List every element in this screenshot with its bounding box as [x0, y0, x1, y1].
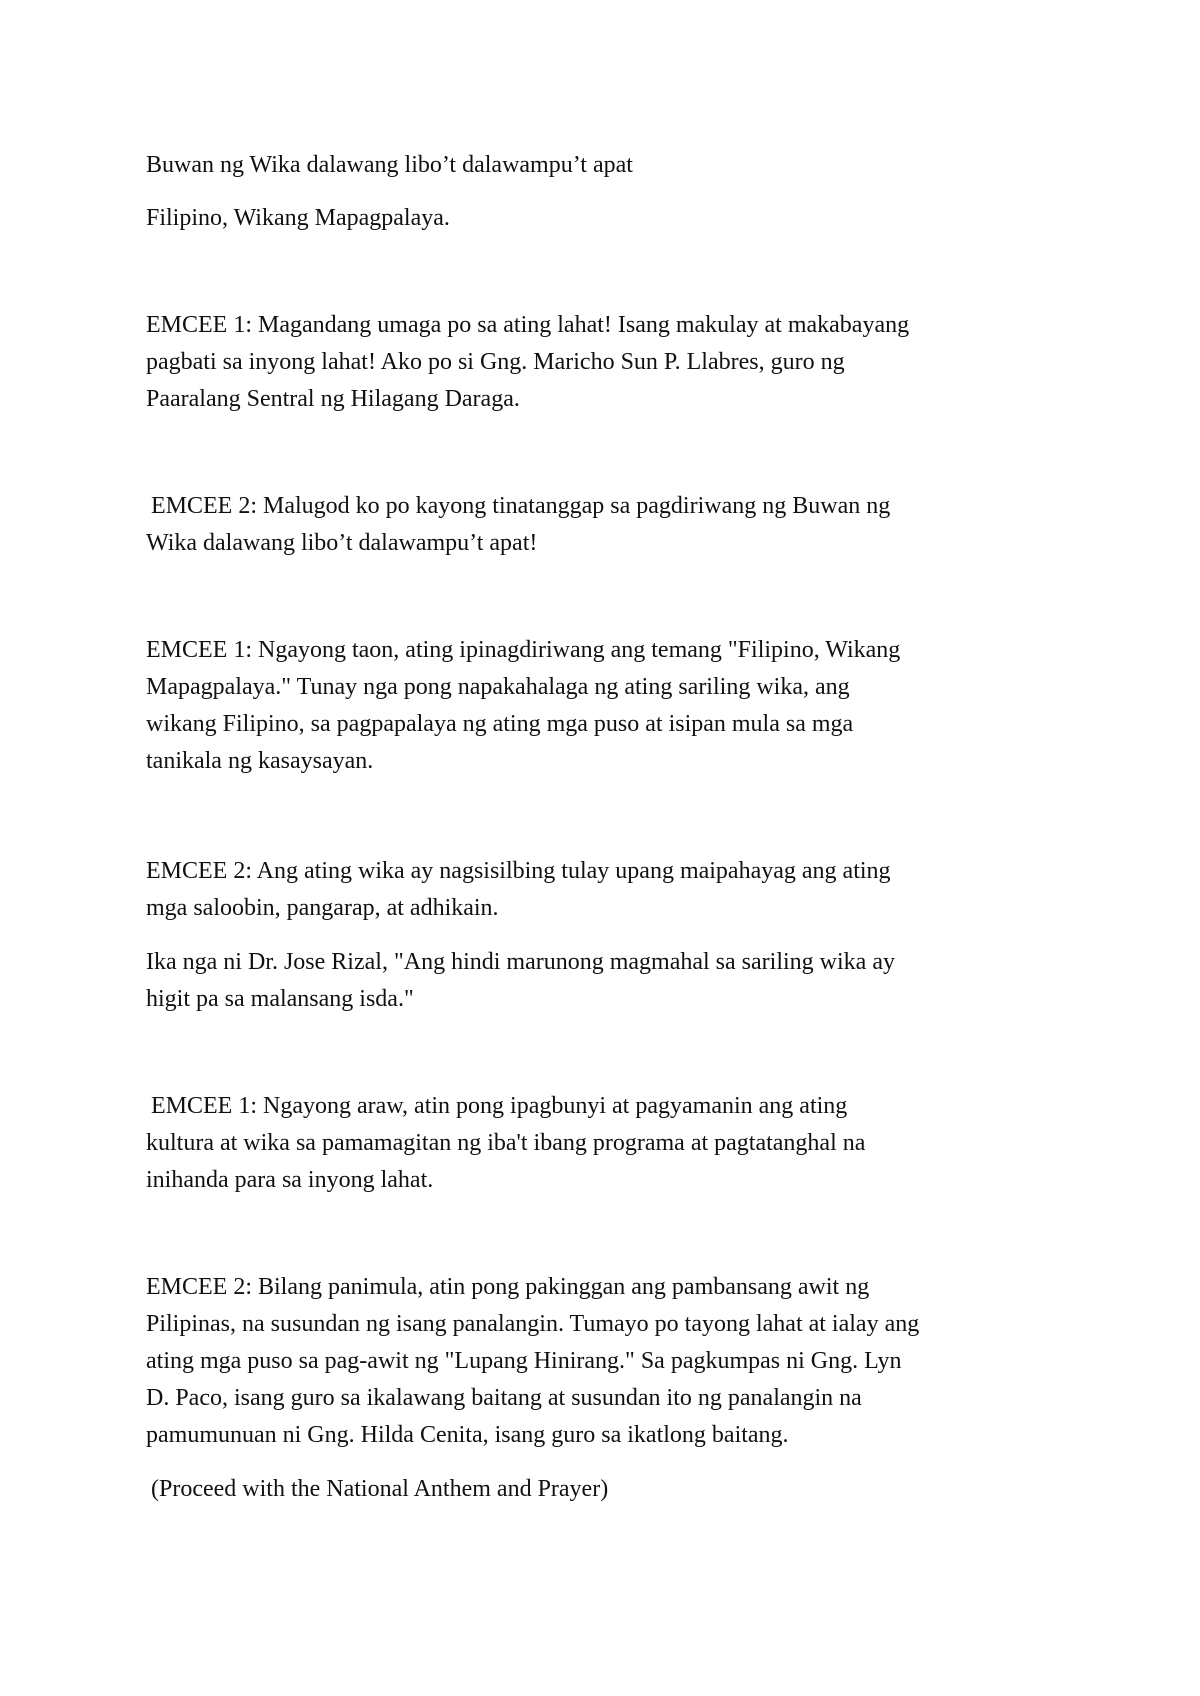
document-theme: Filipino, Wikang Mapagpalaya. — [146, 205, 450, 231]
paragraph-line: kultura at wika sa pamamagitan ng iba't ibang programa at pagtatanghal na — [146, 1130, 866, 1156]
paragraph-line: tanikala ng kasaysayan. — [146, 748, 374, 774]
paragraph-line: (Proceed with the National Anthem and Prayer) — [151, 1476, 609, 1502]
paragraph-line: Mapagpalaya." Tunay nga pong napakahalaga ng ating sariling wika, ang — [146, 674, 850, 700]
paragraph-line: pamumunuan ni Gng. Hilda Cenita, isang guro sa ikatlong baitang. — [146, 1422, 789, 1448]
paragraph-line: EMCEE 1: Ngayong taon, ating ipinagdiriwang ang temang "Filipino, Wikang — [146, 637, 901, 663]
paragraph-line: higit pa sa malansang isda." — [146, 986, 414, 1012]
paragraph-line: D. Paco, isang guro sa ikalawang baitang at susundan ito ng panalangin na — [146, 1385, 862, 1411]
paragraph-line: EMCEE 1: Ngayong araw, atin pong ipagbunyi at pagyamanin ang ating — [151, 1093, 848, 1119]
paragraph-line: EMCEE 2: Bilang panimula, atin pong pakinggan ang pambansang awit ng — [146, 1274, 870, 1300]
paragraph-line: Ika nga ni Dr. Jose Rizal, "Ang hindi marunong magmahal sa sariling wika ay — [146, 949, 895, 975]
paragraph-line: Pilipinas, na susundan ng isang panalangin. Tumayo po tayong lahat at ialay ang — [146, 1311, 920, 1337]
paragraph-line: ating mga puso sa pag-awit ng "Lupang Hinirang." Sa pagkumpas ni Gng. Lyn — [146, 1348, 902, 1374]
paragraph-line: EMCEE 2: Malugod ko po kayong tinatanggap sa pagdiriwang ng Buwan ng — [151, 493, 891, 519]
paragraph-line: EMCEE 1: Magandang umaga po sa ating lahat! Isang makulay at makabayang — [146, 312, 910, 338]
paragraph-line: inihanda para sa inyong lahat. — [146, 1167, 434, 1193]
paragraph-line: Wika dalawang libo’t dalawampu’t apat! — [146, 530, 538, 556]
paragraph-line: pagbati sa inyong lahat! Ako po si Gng. Maricho Sun P. Llabres, guro ng — [146, 349, 845, 375]
paragraph-line: mga saloobin, pangarap, at adhikain. — [146, 895, 499, 921]
paragraph-line: EMCEE 2: Ang ating wika ay nagsisilbing tulay upang maipahayag ang ating — [146, 858, 891, 884]
paragraph-line: wikang Filipino, sa pagpapalaya ng ating mga puso at isipan mula sa mga — [146, 711, 854, 737]
paragraph-line: Paaralang Sentral ng Hilagang Daraga. — [146, 386, 520, 412]
document-title: Buwan ng Wika dalawang libo’t dalawampu’t apat — [146, 152, 633, 178]
